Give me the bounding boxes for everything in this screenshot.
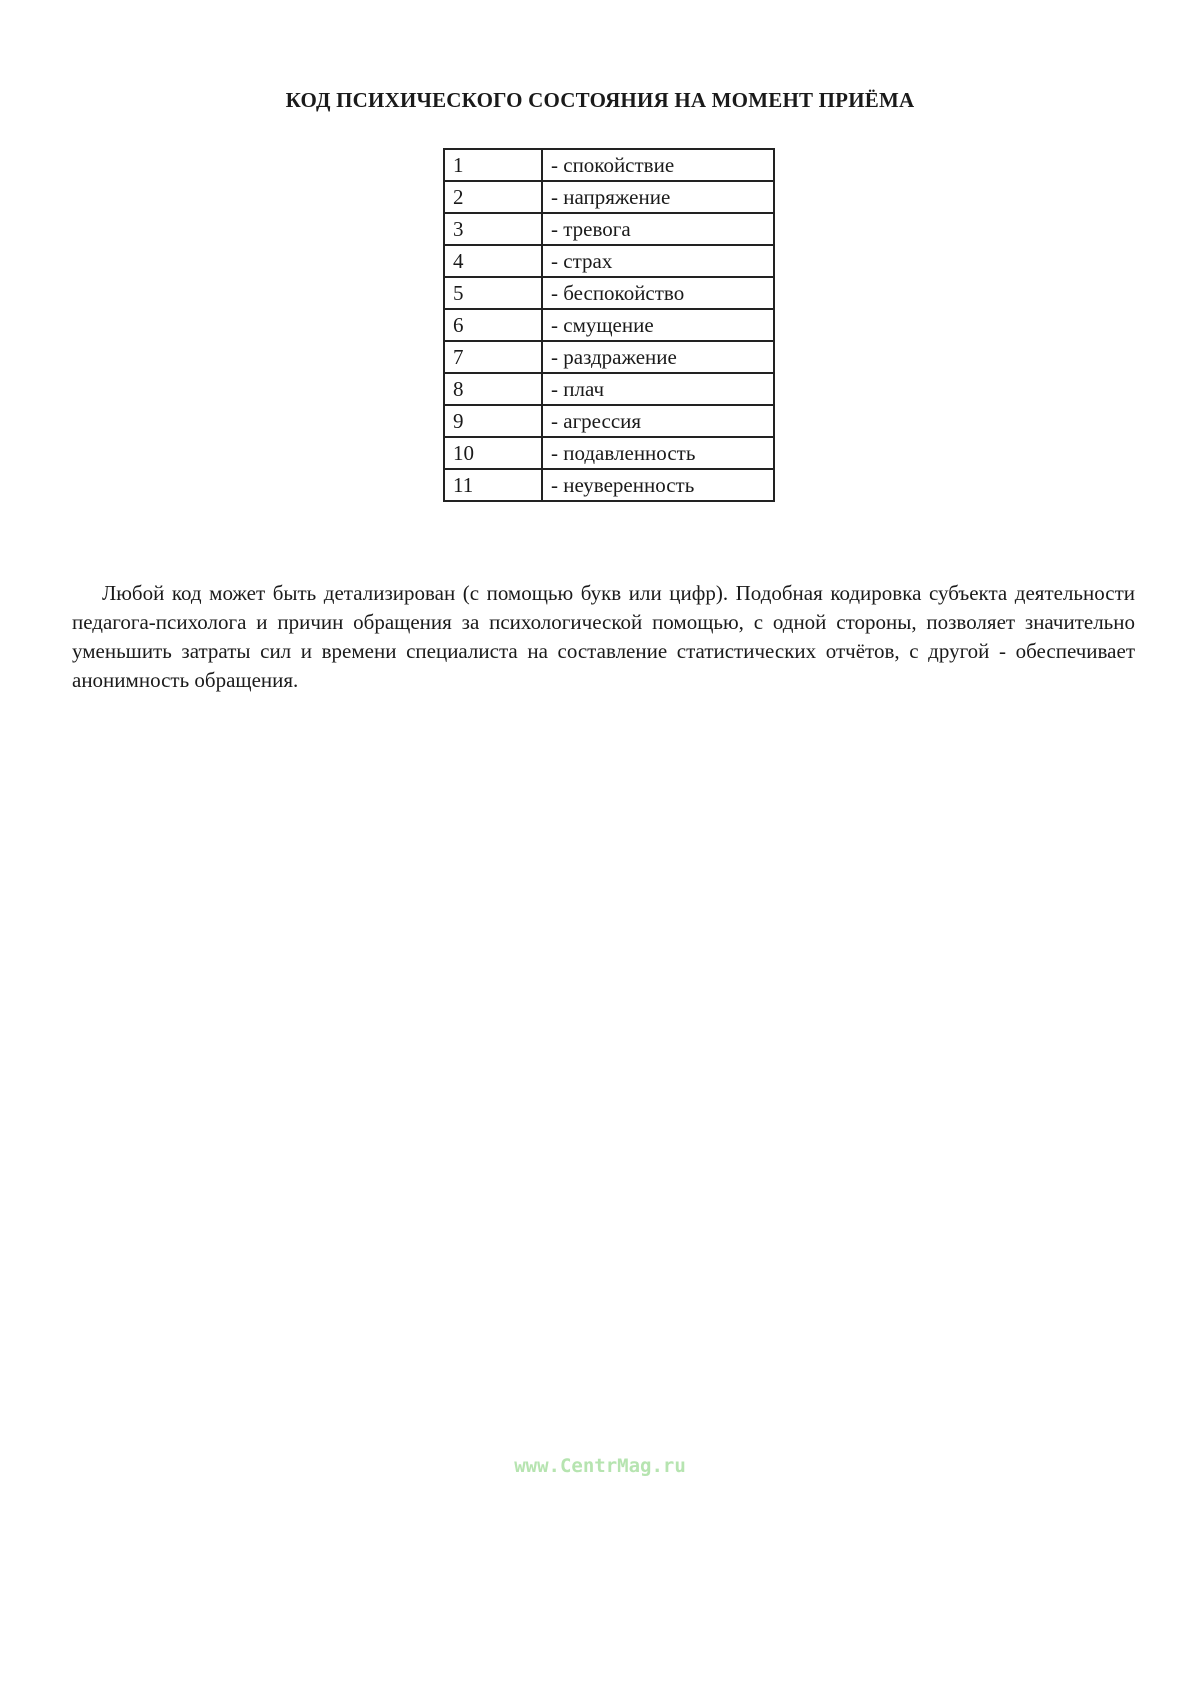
state-cell: - напряжение xyxy=(542,181,774,213)
code-cell: 5 xyxy=(444,277,542,309)
state-cell: - плач xyxy=(542,373,774,405)
state-cell: - страх xyxy=(542,245,774,277)
table-row xyxy=(444,373,774,405)
code-cell: 7 xyxy=(444,341,542,373)
code-cell: 11 xyxy=(444,469,542,501)
state-cell: - агрессия xyxy=(542,405,774,437)
state-cell: - тревога xyxy=(542,213,774,245)
code-cell: 1 xyxy=(444,149,542,181)
code-cell: 6 xyxy=(444,309,542,341)
code-cell: 4 xyxy=(444,245,542,277)
table-row xyxy=(444,245,774,277)
table-row xyxy=(444,277,774,309)
code-table xyxy=(443,148,775,502)
code-cell: 9 xyxy=(444,405,542,437)
page-title: КОД ПСИХИЧЕСКОГО СОСТОЯНИЯ НА МОМЕНТ ПРИЁМА xyxy=(285,88,915,112)
code-cell: 3 xyxy=(444,213,542,245)
state-cell: - раздражение xyxy=(542,341,774,373)
table-row xyxy=(444,341,774,373)
table-row xyxy=(444,213,774,245)
table-row xyxy=(444,405,774,437)
state-cell: - беспокойство xyxy=(542,277,774,309)
table-row xyxy=(444,437,774,469)
state-cell: - спокойствие xyxy=(542,149,774,181)
state-cell: - неуверенность xyxy=(542,469,774,501)
table-row xyxy=(444,149,774,181)
table-row xyxy=(444,181,774,213)
state-cell: - смущение xyxy=(542,309,774,341)
code-cell: 10 xyxy=(444,437,542,469)
table-row xyxy=(444,469,774,501)
body-paragraph: Любой код может быть детализирован (с помощью букв или цифр). Подобная кодировка субъекта деятельности педагога-психолога и причин обращения за психологической помощью, с одной стороны, позволяет значительно уменьшить затраты сил и времени специалиста на составление статистических отчётов, с другой - обеспечивает анонимность обращения. xyxy=(72,581,1135,692)
watermark-link[interactable]: www.CentrMag.ru xyxy=(514,1455,686,1477)
code-cell: 8 xyxy=(444,373,542,405)
state-cell: - подавленность xyxy=(542,437,774,469)
table-row xyxy=(444,309,774,341)
code-cell: 2 xyxy=(444,181,542,213)
